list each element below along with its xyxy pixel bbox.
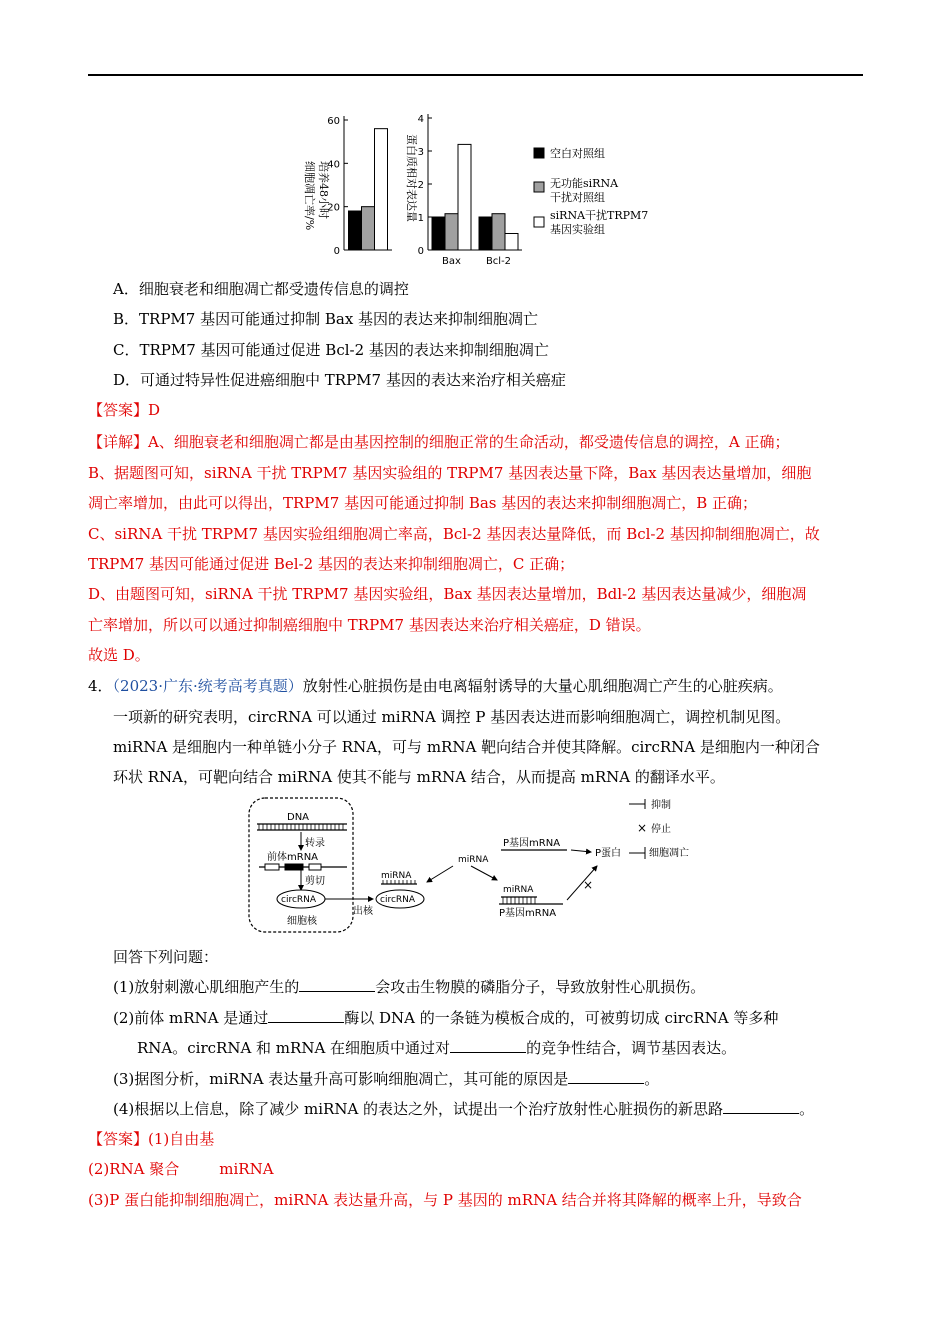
question-number: 4． — [88, 677, 113, 695]
bar — [445, 214, 458, 250]
answer-blank[interactable] — [268, 1008, 344, 1023]
pre-mrna-label: 前体mRNA — [267, 852, 319, 863]
y-tick-label: 40 — [327, 159, 340, 171]
explanation-line: B、据题图可知，siRNA 干扰 TRPM7 基因实验组的 TRPM7 基因表达量下降，Bax 基因表达量增加，细胞 — [88, 464, 812, 482]
option-d: D．可通过特异性促进癌细胞中 TRPM7 基因的表达来治疗相关癌症 — [113, 371, 566, 389]
question-text: 环状 RNA，可靶向结合 miRNA 使其不能与 mRNA 结合，从而提高 mRNA 的翻译水平。 — [113, 768, 725, 786]
option-a: A．细胞衰老和细胞凋亡都受遗传信息的调控 — [113, 280, 409, 298]
translation-arrow — [571, 850, 591, 852]
answer-blank[interactable] — [450, 1038, 526, 1053]
question-intro: 回答下列问题： — [113, 948, 219, 966]
pre-mrna-strand — [259, 864, 347, 870]
y-tick-label: 0 — [333, 246, 340, 257]
y-tick-label: 1 — [417, 213, 424, 224]
dna-double-strand — [257, 824, 347, 830]
subquestion-text: (3)据图分析，miRNA 表达量升高可影响细胞凋亡，其可能的原因是 — [113, 1070, 569, 1088]
legend-label-white-2: 基因实验组 — [550, 223, 605, 236]
legend-swatch-white — [534, 217, 544, 227]
subquestion-text: 会攻击生物膜的磷脂分子，导致放射性心肌损伤。 — [375, 978, 706, 996]
dna-label: DNA — [287, 812, 310, 823]
nucleus-label: 细胞核 — [287, 916, 317, 927]
bar — [505, 234, 518, 251]
answer-4-2 — [88, 1158, 274, 1180]
choose-line: 故选 D。 — [88, 646, 150, 664]
header-rule — [88, 74, 863, 76]
explanation-line: D、由题图可知，siRNA 干扰 TRPM7 基因实验组，Bax 基因表达量增加，Bdl-2 基因表达量减少，细胞凋 — [88, 585, 807, 603]
x-tick-label: Bcl-2 — [485, 256, 512, 267]
y-tick-label: 4 — [417, 114, 424, 125]
bar — [432, 217, 445, 250]
y-tick-label: 20 — [327, 202, 340, 214]
subquestion-4 — [113, 1098, 814, 1120]
p-mrna-bound-label: P基因mRNA — [499, 908, 557, 919]
apoptosis-label: 细胞凋亡 — [649, 848, 689, 859]
stop-mark: × — [583, 878, 594, 892]
question-4-stem — [88, 675, 783, 697]
regulation-diagram — [245, 796, 715, 938]
question-source: （2023·广东·统考高考真题） — [112, 677, 303, 695]
subquestion-2 — [113, 1007, 778, 1029]
bar — [458, 144, 471, 250]
mrna-mirna-duplex — [499, 897, 563, 904]
subquestion-3 — [113, 1068, 659, 1090]
mirna-free-label: miRNA — [458, 855, 489, 865]
subquestion-text: 的竞争性结合，调节基因表达。 — [526, 1039, 737, 1057]
y-tick-label: 60 — [327, 116, 340, 127]
p-protein-label: P蛋白 — [595, 848, 622, 859]
bar — [492, 214, 505, 250]
mirna-bound-label: miRNA — [381, 871, 412, 881]
legend-label-black: 空白对照组 — [550, 147, 605, 160]
question-text: 放射性心脏损伤是由电离辐射诱导的大量心肌细胞凋亡产生的心脏疾病。 — [302, 677, 783, 695]
subquestion-text: (4)根据以上信息，除了减少 miRNA 的表达之外，试提出一个治疗放射性心脏损伤的新思路 — [113, 1100, 724, 1118]
legend-stop-label: 停止 — [651, 824, 671, 835]
answer-blank[interactable] — [299, 977, 375, 992]
answer-text: (2)RNA 聚合 — [88, 1160, 180, 1178]
transcribe-label: 转录 — [305, 838, 325, 849]
circrna-label-cytoplasm: circRNA — [380, 895, 416, 905]
legend-swatch-black — [534, 148, 544, 158]
option-b: B．TRPM7 基因可能通过抑制 Bax 基因的表达来抑制细胞凋亡 — [113, 310, 539, 328]
explanation-line: C、siRNA 干扰 TRPM7 基因实验组细胞凋亡率高，Bcl-2 基因表达量降低，而 Bcl-2 基因抑制细胞凋亡，故 — [88, 525, 820, 543]
legend-inhibit-label: 抑制 — [651, 800, 671, 811]
subquestion-text: 。 — [644, 1070, 660, 1088]
y-tick-label: 0 — [417, 246, 424, 257]
option-c: C．TRPM7 基因可能通过促进 Bcl-2 基因的表达来抑制细胞凋亡 — [113, 341, 549, 359]
y-tick-label: 3 — [417, 147, 424, 158]
subquestion-2-cont — [137, 1037, 736, 1059]
x-tick-label: Bax — [442, 256, 461, 267]
ylabel-protein: 蛋白质相对表达量 — [405, 134, 418, 222]
legend-label-gray-1: 无功能siRNA — [550, 177, 619, 190]
question-text: miRNA 是细胞内一种单链小分子 RNA，可与 mRNA 靶向结合并使其降解。circRNA 是细胞内一种闭合 — [113, 738, 820, 756]
apoptosis-rate-chart — [327, 116, 392, 257]
subquestion-text: (2)前体 mRNA 是通过 — [113, 1009, 269, 1027]
legend-label-white-1: siRNA干扰TRPM7 — [550, 209, 649, 222]
answer-text: miRNA — [219, 1160, 274, 1178]
answer-blank[interactable] — [723, 1099, 799, 1114]
bar — [375, 129, 388, 250]
bar — [479, 217, 492, 250]
mirna-to-circrna-arrow — [427, 866, 453, 882]
legend-stop-mark: × — [637, 821, 648, 835]
bar-chart-figure — [290, 108, 670, 268]
answer-blank[interactable] — [568, 1069, 644, 1084]
answer-label: 【答案】D — [88, 401, 161, 419]
subquestion-text: 酶以 DNA 的一条链为模板合成的，可被剪切成 circRNA 等多种 — [344, 1009, 779, 1027]
y-tick-label: 2 — [417, 180, 424, 191]
explanation-line: TRPM7 基因可能通过促进 Bel-2 基因的表达来抑制细胞凋亡，C 正确； — [88, 555, 575, 573]
question-text: 一项新的研究表明，circRNA 可以通过 miRNA 调控 P 基因表达进而影响细胞凋亡，调控机制见图。 — [113, 708, 791, 726]
mirna-on-mrna-label: miRNA — [503, 885, 534, 895]
cut-label: 剪切 — [305, 876, 325, 887]
answer-4-1: 【答案】(1)自由基 — [88, 1130, 215, 1148]
ylabel-apoptosis-2: 细胞凋亡率/% — [303, 161, 316, 231]
mirna-to-mrna-arrow — [471, 866, 497, 880]
explanation-line: 【详解】A、细胞衰老和细胞凋亡都是由基因控制的细胞正常的生命活动，都受遗传信息的调控，A 正确； — [88, 433, 790, 451]
exit-nucleus-label: 出核 — [353, 906, 373, 917]
circrna-label-nucleus: circRNA — [281, 895, 317, 905]
explanation-line: 凋亡率增加，由此可以得出，TRPM7 基因可能通过抑制 Bas 基因的表达来抑制细胞凋亡，B 正确； — [88, 494, 758, 512]
ylabel-apoptosis-1: 培养48小时 — [317, 161, 330, 219]
subquestion-text: (1)放射刺激心肌细胞产生的 — [113, 978, 300, 996]
answer-4-3: (3)P 蛋白能抑制细胞凋亡，miRNA 表达量升高，与 P 基因的 mRNA 结合并将其降解的概率上升，导致合 — [88, 1191, 802, 1209]
bar — [362, 207, 375, 250]
legend-swatch-gray — [534, 182, 544, 192]
protein-expression-chart — [418, 114, 522, 267]
subquestion-text: 。 — [799, 1100, 815, 1118]
subquestion-1 — [113, 976, 705, 998]
legend-label-gray-2: 干扰对照组 — [550, 191, 605, 204]
p-mrna-label: P基因mRNA — [503, 838, 561, 849]
explanation-line: 亡率增加，所以可以通过抑制癌细胞中 TRPM7 基因表达来治疗相关癌症，D 错误。 — [88, 616, 651, 634]
subquestion-text: RNA。circRNA 和 mRNA 在细胞质中通过对 — [137, 1039, 451, 1057]
bar — [349, 211, 362, 250]
